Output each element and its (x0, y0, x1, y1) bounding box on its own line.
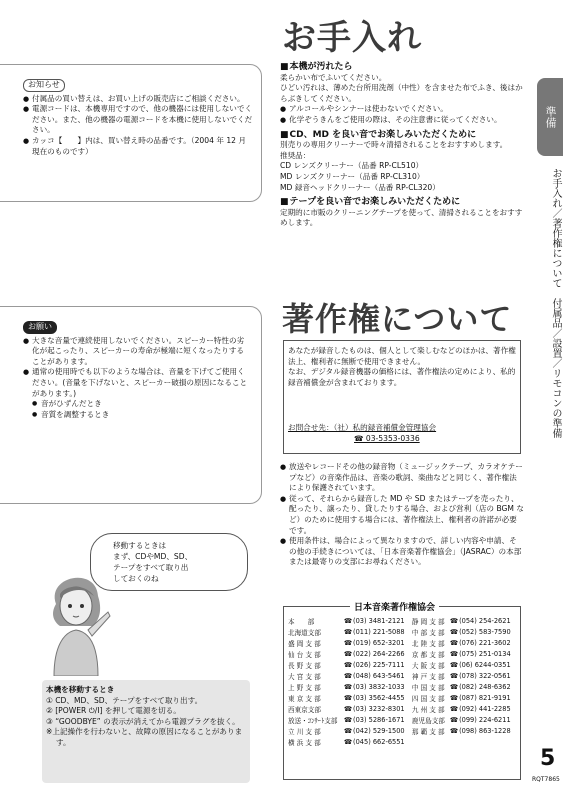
jasrac-branch: 北海道支部 (288, 628, 321, 637)
notice-item: ● 付属品の買い替えは、お買い上げの販売店にご相談ください。 (23, 94, 253, 105)
copyright-title: 著作権について (282, 300, 513, 338)
jasrac-branch (411, 736, 449, 747)
copyright-box (283, 340, 521, 454)
jasrac-phone: ☎ (03) 3232-8301 (343, 703, 411, 714)
jasrac-phone: ☎ (048) 643-5461 (343, 670, 411, 681)
jasrac-branch: 立 川 支 部 (288, 727, 321, 736)
care-heading-dirty: ■ 本機が汚れたら (280, 62, 524, 73)
jasrac-phone: ☎ (06) 6244-0351 (449, 659, 517, 670)
jasrac-branch: 上 野 支 部 (288, 683, 321, 692)
copyright-bullet: ● 放送やレコードその他の録音物（ミュージックテープ、カラオケテープなど）の音楽作品は、音楽の歌詞、楽曲などと同じく、著作権法により保護されています。 (280, 462, 524, 494)
jasrac-phone: ☎ (042) 529-1500 (343, 725, 411, 736)
page-number: 5 (540, 746, 556, 771)
jasrac-phone: ☎ (052) 583-7590 (449, 626, 517, 637)
jasrac-phone: ☎ (03) 3562-4455 (343, 692, 411, 703)
care-heading-tape: ■ テープを良い音でお楽しみいただくために (280, 197, 524, 208)
jasrac-phone: ☎ (026) 225-7111 (343, 659, 411, 670)
jasrac-row (287, 692, 517, 703)
jasrac-phone: ☎ (03) 5286-1671 (343, 714, 411, 725)
notice-item: ● カッコ【 】内は、買い替え時の品番です。（2004 年 12 月現在のものです） (23, 136, 253, 157)
care-bullet: ● 化学ぞうきんをご使用の際は、その注意書に従ってください。 (280, 115, 524, 126)
notice-tag: お知らせ (23, 79, 65, 92)
jasrac-branch: 大 宮 支 部 (288, 672, 321, 681)
jasrac-title: 日本音楽著作権協会 (350, 600, 439, 613)
woman-illustration (36, 566, 114, 676)
jasrac-branch: 西東京支部 (288, 705, 321, 714)
moving-instructions (42, 680, 250, 783)
jasrac-row (287, 725, 517, 736)
jasrac-phone: ☎ (082) 248-6362 (449, 681, 517, 692)
jasrac-row (287, 670, 517, 681)
jasrac-branch: 京 都 支 部 (411, 650, 445, 659)
care-product: CD レンズクリーナー（品番 RP-CL510） (280, 161, 424, 171)
care-bullet: ● アルコールやシンナーは使わないでください。 (280, 104, 524, 115)
jasrac-row (287, 626, 517, 637)
jasrac-box (283, 603, 521, 780)
jasrac-phone: ☎ (078) 322-0561 (449, 670, 517, 681)
jasrac-row (287, 637, 517, 648)
request-subitem: ● 音質を調整するとき (23, 410, 249, 421)
copyright-inquiry-phone: ☎ 03-5353-0336 (354, 434, 420, 443)
request-item: ● 大きな音量で連続使用しないでください。スピーカー特性の劣化が起こったり、スピーカーの寿命が極端に短くなったりすることがあります。 (23, 336, 249, 368)
jasrac-branch: 長 野 支 部 (288, 661, 321, 670)
care-recommended-label: 推奨品： (280, 150, 311, 160)
jasrac-row (287, 703, 517, 714)
copyright-bullets (280, 462, 524, 568)
moving-heading: 本機を移動するとき (46, 685, 115, 694)
jasrac-branch: 東 京 支 部 (288, 694, 321, 703)
jasrac-phone (449, 736, 517, 747)
copyright-inquiry: お問合せ先：（社）私的録音補償金管理協会 (288, 423, 437, 432)
jasrac-branch: 仙 台 支 部 (288, 650, 321, 659)
request-subitem: ● 音がひずんだとき (23, 399, 249, 410)
copyright-bullet: ● 使用条件は、場合によって異なりますので、詳しい内容や申請、その他の手続きについては、「日本音楽著作権協会」（JASRAC）の本部または最寄りの支部にお尋ねください。 (280, 536, 524, 568)
jasrac-row (287, 648, 517, 659)
jasrac-phone: ☎ (099) 224-6211 (449, 714, 517, 725)
jasrac-branch: 九 州 支 部 (411, 705, 445, 714)
jasrac-row (287, 736, 517, 747)
request-item: ● 通常の使用時でも以下のような場合は、音量を下げてご使用ください。(音量を下げないと、スピーカー破損の原因になることがあります。) (23, 367, 249, 399)
care-heading-cdmd: ■ CD、MD を良い音でお楽しみいただくために (280, 130, 524, 141)
jasrac-branch: 盛 岡 支 部 (288, 639, 321, 648)
jasrac-row (287, 714, 517, 725)
care-body-tape: 定期的に市販のクリーニングテープを使って、清掃されることをおすすめします。 (280, 207, 523, 228)
jasrac-phone: ☎ (011) 221-5088 (343, 626, 411, 637)
jasrac-branch: 神 戸 支 部 (411, 672, 445, 681)
moving-step: ② [POWER ⏻/I] を押して電源を切る。 (46, 706, 181, 716)
jasrac-branch: 那 覇 支 部 (411, 727, 445, 736)
jasrac-phone: ☎ (098) 863-1228 (449, 725, 517, 736)
jasrac-phone: ☎ (03) 3832-1033 (343, 681, 411, 692)
jasrac-branch: 静 岡 支 部 (411, 617, 445, 626)
moving-note: ※上記操作を行わないと、故障の原因になることがあります。 (46, 727, 243, 747)
jasrac-phone: ☎ (076) 221-3602 (449, 637, 517, 648)
copyright-bullet: ● 従って、それらから録音した MD や SD またはテープを売ったり、配ったり、譲ったり、貸したりする場合、および営利（店の BGM など）のために使用する場合には、著作権法上、権利者の許諾が必要です。 (280, 494, 524, 536)
jasrac-branch: 中 国 支 部 (411, 683, 445, 692)
request-box (0, 306, 262, 504)
moving-step: ① CD、MD、SD、テープをすべて取り出す。 (46, 695, 203, 705)
jasrac-branch: 横 浜 支 部 (288, 738, 321, 747)
request-tag: お願い (23, 321, 57, 334)
doc-code: RQT7865 (532, 776, 560, 783)
jasrac-phone: ☎ (03) 3481-2121 (343, 615, 411, 626)
jasrac-branch: 鹿児島支部 (411, 716, 445, 725)
jasrac-branch: 中 部 支 部 (411, 628, 445, 637)
copyright-box-text: あなたが録音したものは、個人として楽しむなどのほかは、著作権法上、権利者に無断で使用できません。 なお、デジタル録音機器の価格には、著作権法の定めにより、私的録音補償金が含まれております。 (288, 346, 516, 387)
jasrac-phone: ☎ (092) 441-2285 (449, 703, 517, 714)
jasrac-phone: ☎ (087) 821-9191 (449, 692, 517, 703)
jasrac-phone: ☎ (045) 662-6551 (343, 736, 411, 747)
jasrac-branch: 本 部 (288, 617, 315, 626)
jasrac-row (287, 615, 517, 626)
jasrac-row (287, 681, 517, 692)
care-product: MD 録音ヘッドクリーナー（品番 RP-CL320） (280, 182, 440, 192)
care-title: お手入れ (282, 18, 422, 58)
jasrac-branch: 北 陸 支 部 (411, 639, 445, 648)
jasrac-phone: ☎ (022) 264-2266 (343, 648, 411, 659)
jasrac-phone: ☎ (054) 254-2621 (449, 615, 517, 626)
bubble-text: 移動するときは まず、CDやMD、SD、 テープをすべて取り出 しておくのね (113, 541, 193, 583)
jasrac-table (287, 615, 517, 747)
moving-step: ③ “GOODBYE” の表示が消えてから電源プラグを抜く。 (46, 716, 240, 726)
care-body-dirty: 柔らかい布でふいてください。 ひどい汚れは、薄めた台所用洗剤（中性）を含ませた布でふき、後はからぶきしてください。 (280, 72, 523, 103)
jasrac-phone: ☎ (019) 652-3201 (343, 637, 411, 648)
jasrac-phone: ☎ (075) 251-0134 (449, 648, 517, 659)
notice-item: ● 電源コードは、本機専用ですので、他の機器には使用しないでください。また、他の機器の電源コードを本機に使用しないでください。 (23, 104, 253, 136)
care-body-cdmd: 別売りの専用クリーナーで時々清掃されることをおすすめします。 (280, 140, 508, 150)
care-product: MD レンズクリーナー（品番 RP-CL310） (280, 171, 425, 181)
notice-box (0, 64, 262, 202)
section-tab: 準備 (537, 78, 563, 156)
jasrac-branch: 大 阪 支 部 (411, 661, 445, 670)
jasrac-row (287, 659, 517, 670)
section-side-text: お手入れ／著作権について 付属品／設置／リモコンの準備 (550, 168, 561, 438)
care-section (280, 58, 524, 229)
jasrac-branch: 四 国 支 部 (411, 694, 445, 703)
jasrac-branch: 放送・ｺﾝｻｰﾄ支部 (288, 716, 338, 725)
